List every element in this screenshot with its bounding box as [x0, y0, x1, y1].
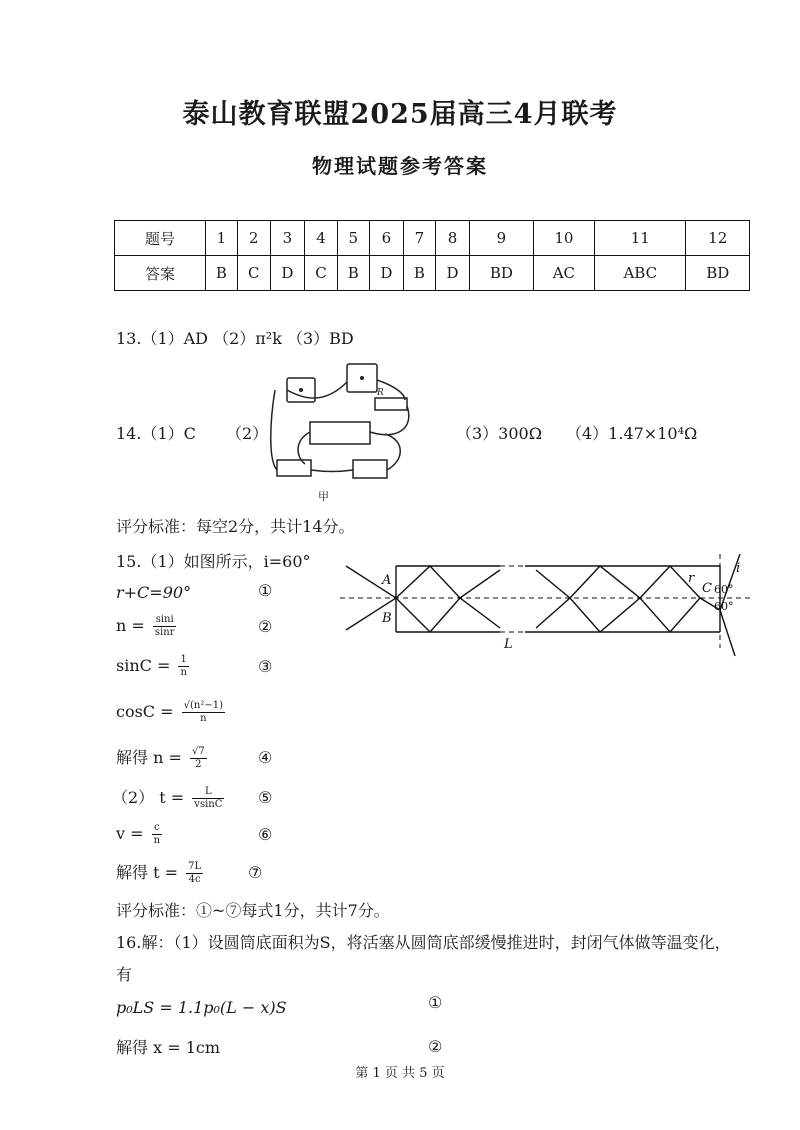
eq-lhs: v =	[116, 824, 144, 843]
denominator: n	[153, 835, 161, 846]
table-cell: B	[337, 256, 369, 291]
table-cell: 4	[305, 221, 338, 256]
table-row	[115, 256, 750, 291]
q15-eq6	[112, 785, 224, 811]
table-cell: 12	[686, 221, 750, 256]
meter-dot	[299, 388, 303, 392]
table-cell: D	[270, 256, 304, 291]
row-label: 答案	[115, 256, 206, 291]
table-cell: D	[435, 256, 469, 291]
table-cell: 6	[369, 221, 403, 256]
q14-score: 评分标准：每空2分，共计14分。	[116, 517, 355, 536]
eq-lhs: n =	[116, 616, 145, 635]
page-footer: 第 1 页 共 5 页	[355, 1066, 445, 1081]
fraction	[152, 822, 162, 847]
numerator: 7L	[188, 861, 202, 872]
denominator: 2	[195, 759, 202, 770]
battery-shape	[353, 460, 387, 478]
table-cell: 9	[470, 221, 533, 256]
row-label: 题号	[115, 221, 206, 256]
diagram-caption: 甲	[318, 490, 329, 503]
eq-lhs: cosC =	[116, 702, 174, 721]
eq-mark: ④	[258, 748, 273, 767]
eq-lhs: 解得 t =	[116, 863, 179, 882]
q15-eq2	[116, 614, 176, 639]
fraction	[178, 654, 188, 679]
label-c: C	[702, 581, 712, 596]
rheostat-shape	[310, 422, 370, 444]
table-cell: D	[369, 256, 403, 291]
eq-lhs: （2） t =	[112, 788, 185, 807]
denominator: n	[180, 667, 187, 678]
eq-mark: ⑦	[248, 863, 263, 882]
denominator: 4c	[188, 874, 201, 885]
label-r: r	[688, 571, 695, 586]
numerator: √(n²−1)	[183, 700, 224, 711]
eq-lhs: 解得 n =	[116, 748, 182, 767]
q16-line2: 有	[116, 965, 133, 984]
fraction	[192, 786, 224, 811]
table-cell: 1	[206, 221, 238, 256]
resistor-label: R	[377, 388, 384, 398]
table-cell: AC	[533, 256, 594, 291]
angle-label: 60°	[714, 600, 734, 613]
fraction	[190, 746, 207, 771]
q14-part1: 14.（1）C	[116, 424, 196, 443]
q14-part4: （4）1.47×10⁴Ω	[566, 424, 698, 443]
eq-mark: ②	[428, 1037, 443, 1056]
resistor-shape	[375, 398, 407, 410]
eq-mark: ⑤	[258, 788, 273, 807]
q15-eq3	[116, 654, 189, 679]
label-b: B	[382, 611, 392, 626]
denominator: sinr	[154, 627, 175, 638]
table-cell: BD	[470, 256, 533, 291]
table-cell: 8	[435, 221, 469, 256]
eq-mark: ②	[258, 617, 273, 636]
table-cell: BD	[686, 256, 750, 291]
table-cell: 2	[237, 221, 270, 256]
label-a: A	[382, 573, 392, 588]
answer-table	[114, 220, 750, 291]
eq-lhs: sinC =	[116, 656, 171, 675]
q16-eq1: p₀LS = 1.1p₀(L − x)S	[116, 998, 287, 1017]
angle-label: 60°	[714, 583, 734, 596]
eq-mark: ③	[258, 657, 273, 676]
switch-shape	[277, 460, 311, 476]
q13-answer: 13.（1）AD （2）π²k （3）BD	[116, 329, 354, 348]
table-row	[115, 221, 750, 256]
numerator: 1	[178, 654, 188, 667]
fraction	[186, 861, 203, 886]
meter-dot	[360, 376, 364, 380]
table-cell: 11	[595, 221, 686, 256]
q15-eq1: r+C=90°	[116, 583, 192, 602]
denominator: vsinC	[194, 799, 223, 810]
eq-mark: ①	[258, 581, 273, 600]
fraction	[182, 700, 225, 725]
page-title: 泰山教育联盟2025届高三4月联考	[182, 99, 618, 130]
eq-mark: ⑥	[258, 825, 273, 844]
table-cell: C	[305, 256, 338, 291]
table-cell: 7	[404, 221, 436, 256]
numerator: L	[192, 786, 224, 799]
numerator: √7	[191, 746, 205, 757]
q16-line1: 16.解：（1）设圆筒底面积为S，将活塞从圆筒底部缓慢推进时，封闭气体做等温变化，	[116, 933, 731, 952]
q15-intro: 15.（1）如图所示，i=60°	[116, 552, 311, 571]
table-cell: C	[237, 256, 270, 291]
q15-eq5	[116, 745, 207, 771]
table-cell: 10	[533, 221, 594, 256]
q14-part3: （3）300Ω	[456, 424, 542, 443]
label-i: i	[736, 561, 741, 576]
table-cell: B	[404, 256, 436, 291]
table-cell: 3	[270, 221, 304, 256]
denominator: n	[200, 713, 207, 724]
q15-eq7	[116, 822, 162, 847]
numerator: c	[152, 822, 162, 835]
q15-eq4	[116, 700, 225, 725]
fraction	[153, 614, 177, 639]
table-cell: 5	[337, 221, 369, 256]
table-cell: B	[206, 256, 238, 291]
page-subtitle: 物理试题参考答案	[312, 154, 488, 178]
q14-part2-label: （2）	[226, 424, 269, 443]
eq-mark: ①	[428, 993, 443, 1012]
numerator: sini	[153, 614, 177, 627]
q16-eq2: 解得 x = 1cm	[116, 1038, 221, 1057]
q15-score: 评分标准：①~⑦每式1分，共计7分。	[116, 901, 390, 920]
optical-fiber-diagram	[340, 548, 750, 660]
circuit-diagram	[265, 360, 415, 500]
q15-eq8	[116, 860, 203, 886]
label-l: L	[504, 637, 513, 652]
table-cell: ABC	[595, 256, 686, 291]
